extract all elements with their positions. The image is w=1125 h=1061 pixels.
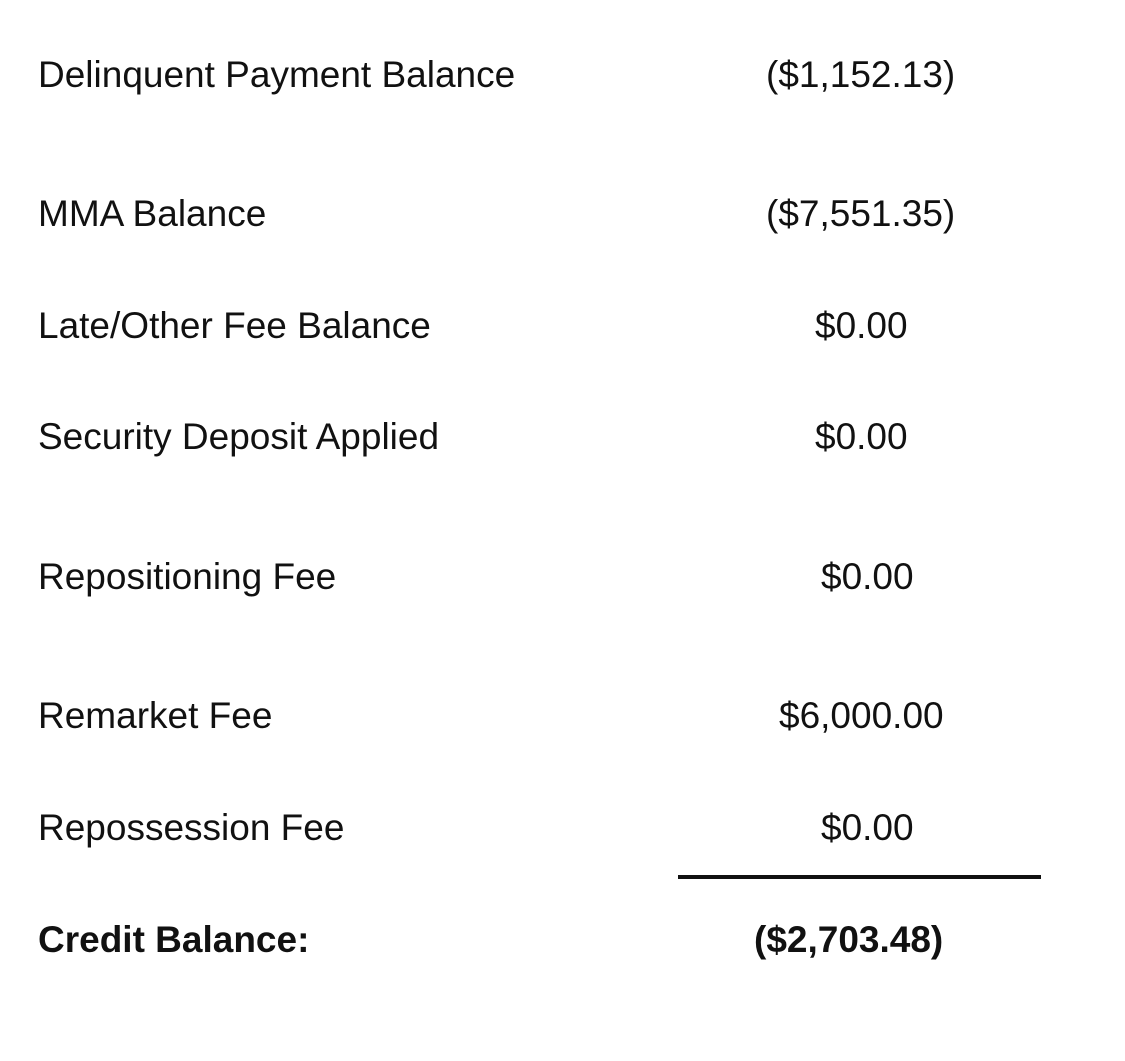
row-label: Delinquent Payment Balance [38, 54, 516, 95]
row-amount: $6,000.00 [779, 695, 944, 736]
row-label: Repossession Fee [38, 807, 345, 848]
security-deposit-applied-row [0, 415, 1125, 475]
mma-balance-row [0, 192, 1125, 252]
total-amount: ($2,703.48) [754, 919, 944, 960]
row-amount: $0.00 [821, 807, 914, 848]
credit-balance-row [0, 918, 1125, 978]
delinquent-payment-balance-row [0, 53, 1125, 113]
total-label: Credit Balance: [38, 919, 310, 960]
row-label: Repositioning Fee [38, 556, 337, 597]
row-amount: $0.00 [815, 416, 908, 457]
row-amount: $0.00 [821, 556, 914, 597]
row-label: Late/Other Fee Balance [38, 305, 431, 346]
row-label: Security Deposit Applied [38, 416, 440, 457]
row-label: Remarket Fee [38, 695, 273, 736]
row-amount: ($1,152.13) [766, 54, 956, 95]
total-divider-line [678, 875, 1041, 879]
repossession-fee-row [0, 806, 1125, 866]
late-other-fee-balance-row [0, 304, 1125, 364]
row-amount: ($7,551.35) [766, 193, 956, 234]
repositioning-fee-row [0, 555, 1125, 615]
remarket-fee-row [0, 694, 1125, 754]
row-amount: $0.00 [815, 305, 908, 346]
row-label: MMA Balance [38, 193, 267, 234]
